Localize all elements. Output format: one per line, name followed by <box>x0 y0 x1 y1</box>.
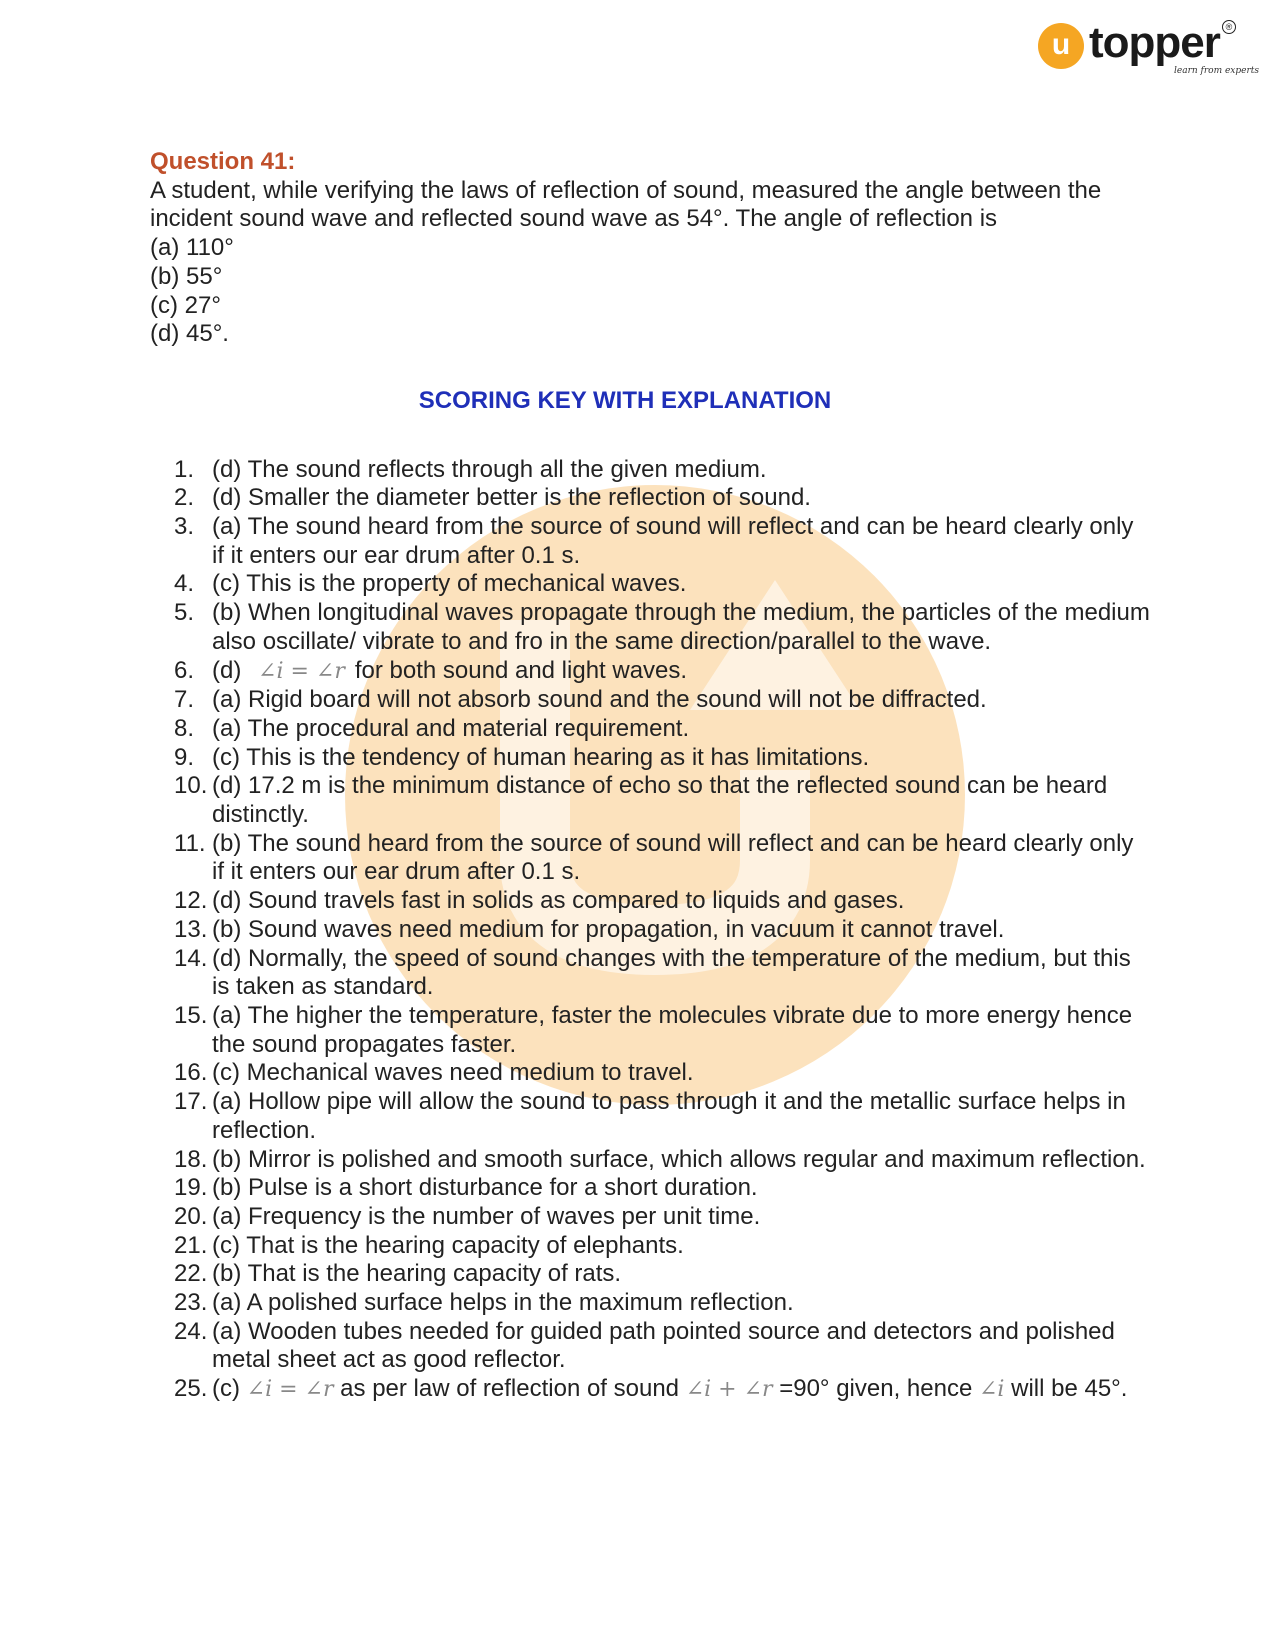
answer-item: 1. (d) The sound reflects through all the given medium. <box>174 455 767 483</box>
answer-item: 9. (c) This is the tendency of human hearing as it has limitations. <box>174 743 870 771</box>
topper-logo <box>1038 18 1260 80</box>
answer-item: 17. (a) Hollow pipe will allow the sound to pass through it and the metallic surface helps in reflection. <box>174 1088 1126 1144</box>
math-expression: ∠i + ∠r <box>685 1377 773 1403</box>
answer-item: 13. (b) Sound waves need medium for propagation, in vacuum it cannot travel. <box>174 915 1005 943</box>
answer-item: 3. (a) The sound heard from the source of sound will reflect and can be heard clearly only if it enters our ear drum after 0.1 s. <box>174 513 1134 569</box>
answer-item: 22. (b) That is the hearing capacity of rats. <box>174 1260 622 1288</box>
question-text: A student, while verifying the laws of reflection of sound, measured the angle between the incident sound wave and reflected sound wave as 54°. The angle of reflection is <box>150 176 1102 233</box>
answer-item: 23. (a) A polished surface helps in the maximum reflection. <box>174 1289 794 1317</box>
answer-item: 16. (c) Mechanical waves need medium to travel. <box>174 1059 694 1087</box>
answer-item: 18. (b) Mirror is polished and smooth surface, which allows regular and maximum reflection. <box>174 1145 1146 1173</box>
answer-item: 7. (a) Rigid board will not absorb sound and the sound will not be diffracted. <box>174 686 987 714</box>
option-a: (a) 110° <box>150 234 234 262</box>
answer-item: 11. (b) The sound heard from the source of sound will reflect and can be heard clearly only if it enters our ear drum after 0.1 s. <box>174 829 1134 886</box>
answer-item: 2. (d) Smaller the diameter better is the reflection of sound. <box>174 484 811 512</box>
answer-item: 20. (a) Frequency is the number of waves per unit time. <box>174 1202 761 1230</box>
math-expression: ∠i <box>978 1377 1005 1403</box>
scoring-key-title: SCORING KEY WITH EXPLANATION <box>418 386 832 414</box>
answer-item: 15. (a) The higher the temperature, faster the molecules vibrate due to more energy hence the sound propagates faster. <box>174 1001 1133 1058</box>
answer-item: 8. (a) The procedural and material requirement. <box>174 714 690 742</box>
answer-item: 25. (c) ∠i = ∠r as per law of reflection of sound ∠i + ∠r =90° given, hence ∠i will be 45°. <box>174 1375 1128 1403</box>
answer-item: 4. (c) This is the property of mechanical waves. <box>174 570 687 598</box>
logo-u-icon: u <box>1038 23 1084 69</box>
answer-item: 24. (a) Wooden tubes needed for guided path pointed source and detectors and polished metal sheet act as good reflector. <box>174 1317 1115 1374</box>
answer-item: 19. (b) Pulse is a short disturbance for a short duration. <box>174 1174 758 1202</box>
answer-item: 14. (d) Normally, the speed of sound changes with the temperature of the medium, but this is taken as standard. <box>174 944 1131 1001</box>
registered-mark: ® <box>1222 20 1236 34</box>
answer-item: 6. (d) ∠i = ∠r for both sound and light waves. <box>174 656 688 684</box>
answer-list <box>150 456 1150 1405</box>
answer-item: 12. (d) Sound travels fast in solids as compared to liquids and gases. <box>174 887 905 915</box>
option-b: (b) 55° <box>150 262 223 290</box>
question-title: Question 41: <box>150 148 296 175</box>
option-d: (d) 45°. <box>150 320 229 348</box>
option-c: (c) 27° <box>150 291 221 319</box>
logo-tagline: learn from experts <box>1174 66 1260 76</box>
answer-item: 5. (b) When longitudinal waves propagate through the medium, the particles of the medium also oscillate/ vibrate to and fro in the same direction/parallel to the wave. <box>174 599 1150 655</box>
answer-item: 21. (c) That is the hearing capacity of elephants. <box>174 1231 684 1259</box>
math-expression: ∠i = ∠r <box>246 1377 334 1403</box>
logo-wordmark: topper <box>1089 18 1220 67</box>
math-expression: ∠i = ∠r <box>258 658 345 684</box>
answer-item: 10. (d) 17.2 m is the minimum distance of echo so that the reflected sound can be heard distinctly. <box>174 772 1108 829</box>
page-content <box>150 148 1150 1405</box>
